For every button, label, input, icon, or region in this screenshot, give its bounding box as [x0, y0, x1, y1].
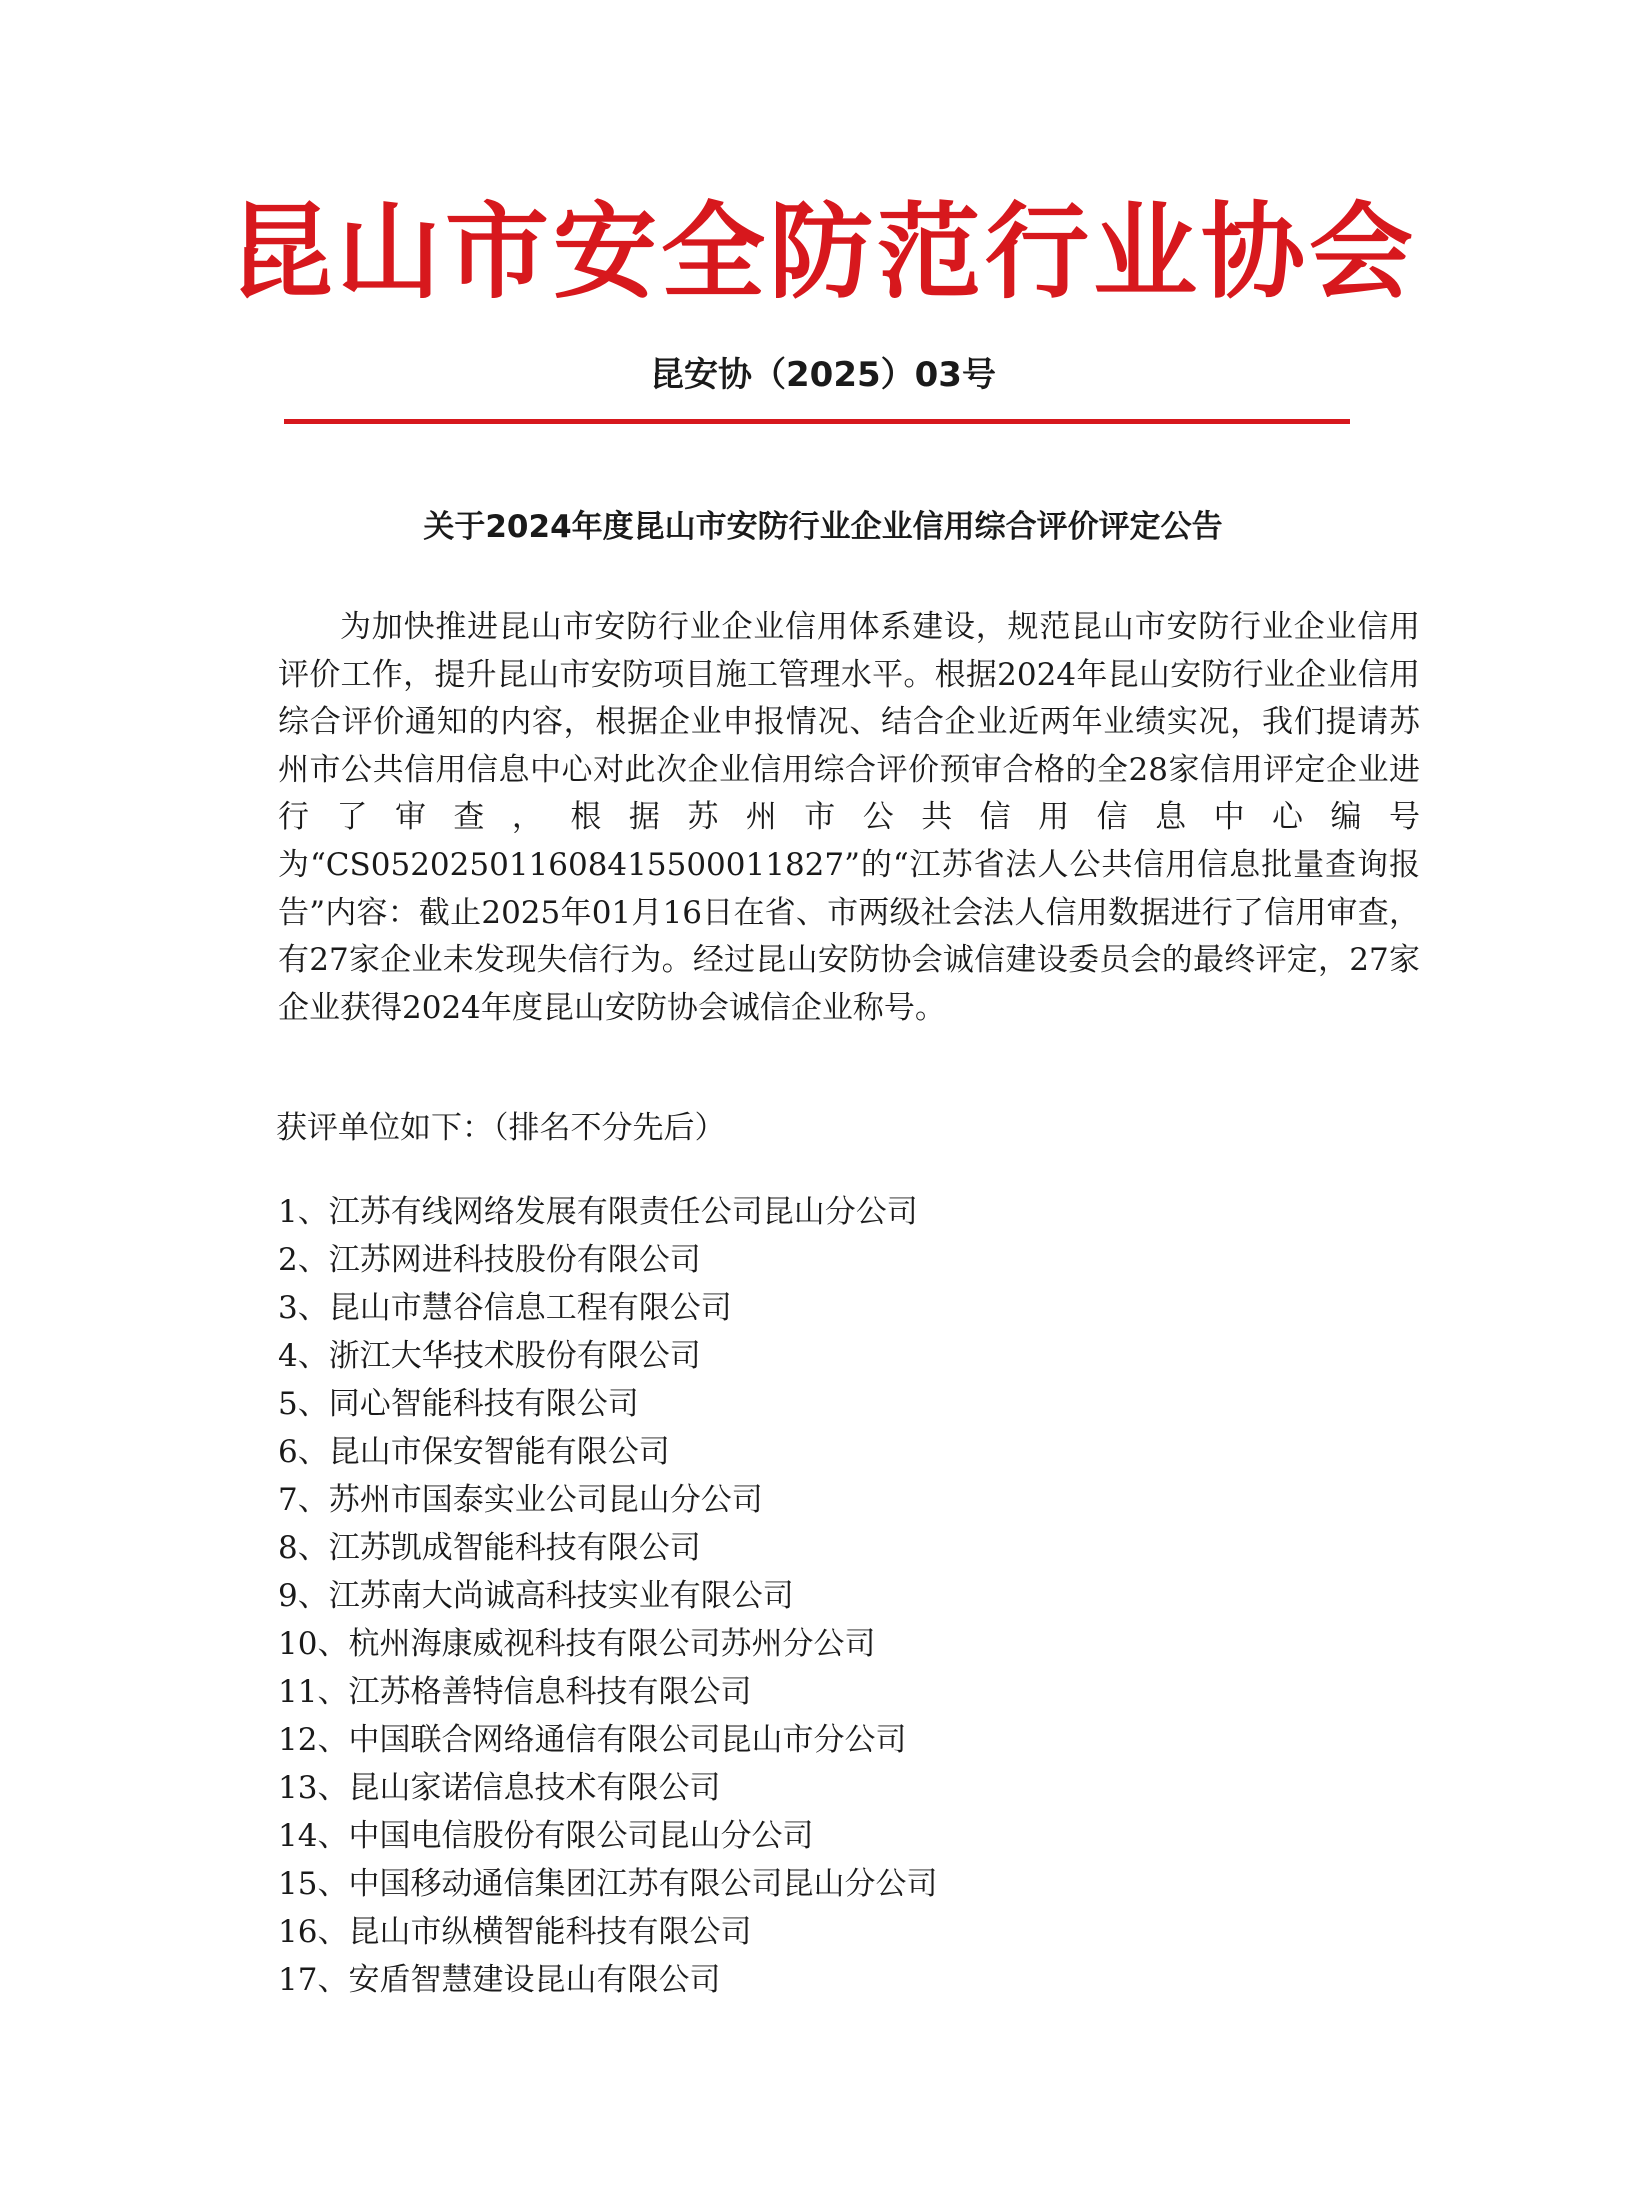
company-list-item [278, 1764, 1378, 1812]
company-number: 15 [278, 1866, 318, 1902]
company-name: 昆山家诺信息技术有限公司 [348, 1770, 721, 1806]
company-name: 江苏有线网络发展有限责任公司昆山分公司 [328, 1194, 918, 1230]
company-list-item [278, 1812, 1378, 1860]
notice-body-paragraph: 为加快推进昆山市安防行业企业信用体系建设，规范昆山市安防行业企业信用评价工作，提升昆山市安防项目施工管理水平。根据2024年昆山安防行业企业信用综合评价通知的内容，根据企业申报情况、结合企业近两年业绩实况，我们提请苏州市公共信用信息中心对此次企业信用综合评价预审合格的全28家信用评定企业进行了审查，根据苏州市公共信用信息中心编号为“CS0520250116084155000118​27”的“江苏省法人公共信用信息批量查询报告”内容：截止2025年01月16日在省、市两级社会法人信用数据进行了信用审查，有27家企业未发现失信行为。经过昆山安防协会诚信建设委员会的最终评定，27家企业获得2024年度昆山安防协会诚信企业称号。 [278, 609, 1420, 1026]
company-list-item [278, 1668, 1378, 1716]
list-separator: 、 [317, 1722, 349, 1758]
list-separator: 、 [297, 1386, 329, 1422]
company-name: 苏州市国泰实业公司昆山分公司 [328, 1482, 763, 1518]
company-number: 7 [278, 1482, 298, 1518]
company-name: 中国移动通信集团江苏有限公司昆山分公司 [348, 1866, 938, 1902]
list-separator: 、 [317, 1914, 349, 1950]
company-number: 5 [278, 1386, 298, 1422]
company-name: 同心智能科技有限公司 [328, 1386, 639, 1422]
company-list-item [278, 1188, 1378, 1236]
list-separator: 、 [317, 1770, 349, 1806]
company-list-item [278, 1428, 1378, 1476]
company-number: 1 [278, 1194, 298, 1230]
company-name: 江苏格善特信息科技有限公司 [348, 1674, 752, 1710]
list-separator: 、 [297, 1530, 329, 1566]
list-separator: 、 [297, 1290, 329, 1326]
document-number: 昆安协（2025）03号 [650, 355, 996, 395]
company-number: 8 [278, 1530, 298, 1566]
company-list-item [278, 1620, 1378, 1668]
company-number: 10 [278, 1626, 318, 1662]
company-number: 13 [278, 1770, 318, 1806]
notice-title: 关于2024年度昆山市安防行业企业信用综合评价评定公告 [423, 509, 1223, 545]
company-list-item [278, 1284, 1378, 1332]
company-name: 江苏网进科技股份有限公司 [328, 1242, 701, 1278]
list-separator: 、 [317, 1818, 349, 1854]
company-name: 安盾智慧建设昆山有限公司 [348, 1962, 721, 1998]
company-name: 中国联合网络通信有限公司昆山市分公司 [348, 1722, 907, 1758]
company-list-item [278, 1572, 1378, 1620]
list-separator: 、 [317, 1626, 349, 1662]
company-number: 6 [278, 1434, 298, 1470]
company-number: 9 [278, 1578, 298, 1614]
company-list-item [278, 1956, 1378, 2004]
list-separator: 、 [297, 1578, 329, 1614]
company-name: 昆山市慧谷信息工程有限公司 [328, 1290, 732, 1326]
company-name: 浙江大华技术股份有限公司 [328, 1338, 701, 1374]
company-list-item [278, 1716, 1378, 1764]
list-intro: 获评单位如下：（排名不分先后） [276, 1110, 726, 1146]
company-number: 17 [278, 1962, 318, 1998]
company-number: 14 [278, 1818, 318, 1854]
company-number: 3 [278, 1290, 298, 1326]
list-separator: 、 [317, 1674, 349, 1710]
company-list-item [278, 1908, 1378, 1956]
company-number: 2 [278, 1242, 298, 1278]
list-separator: 、 [317, 1866, 349, 1902]
company-number: 11 [278, 1674, 318, 1710]
list-separator: 、 [297, 1482, 329, 1518]
list-separator: 、 [297, 1434, 329, 1470]
letterhead-red-rule [284, 419, 1350, 424]
company-name: 中国电信股份有限公司昆山分公司 [348, 1818, 814, 1854]
company-name: 江苏凯成智能科技有限公司 [328, 1530, 701, 1566]
letterhead-organization: 昆山市安全防范行业协会 [228, 191, 1417, 313]
list-separator: 、 [317, 1962, 349, 1998]
company-list-item [278, 1860, 1378, 1908]
company-list [278, 1188, 1378, 2004]
list-separator: 、 [297, 1242, 329, 1278]
company-name: 江苏南大尚诚高科技实业有限公司 [328, 1578, 794, 1614]
company-number: 4 [278, 1338, 298, 1374]
company-name: 昆山市保安智能有限公司 [328, 1434, 670, 1470]
company-list-item [278, 1380, 1378, 1428]
company-list-item [278, 1236, 1378, 1284]
company-number: 16 [278, 1914, 318, 1950]
company-list-item [278, 1476, 1378, 1524]
list-separator: 、 [297, 1194, 329, 1230]
company-number: 12 [278, 1722, 318, 1758]
company-list-item [278, 1332, 1378, 1380]
company-list-item [278, 1524, 1378, 1572]
list-separator: 、 [297, 1338, 329, 1374]
company-name: 杭州海康威视科技有限公司苏州分公司 [348, 1626, 876, 1662]
company-name: 昆山市纵横智能科技有限公司 [348, 1914, 752, 1950]
